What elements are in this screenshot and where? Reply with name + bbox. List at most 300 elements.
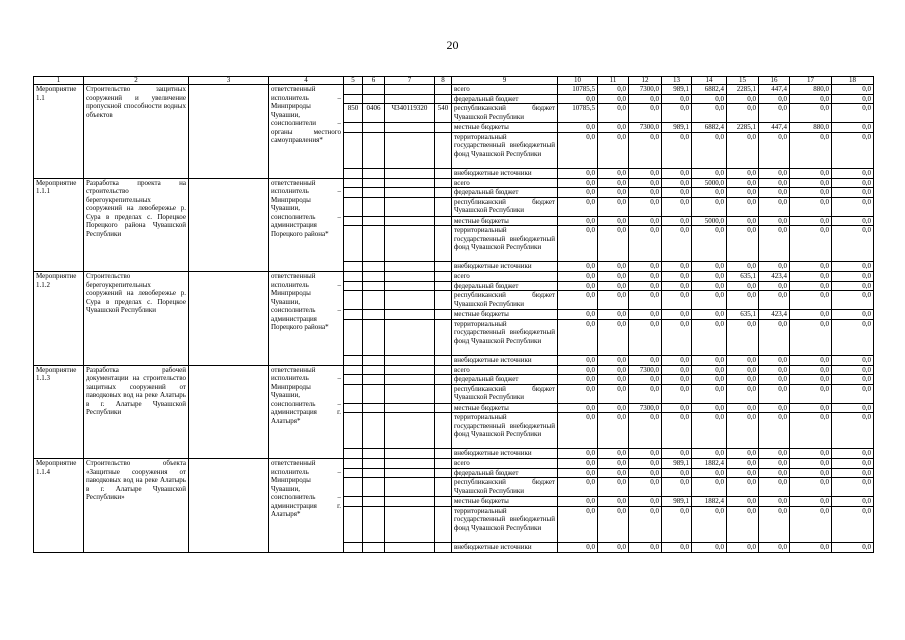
amount-cell: 0,0 — [598, 94, 629, 104]
budget-code-cell — [435, 226, 452, 262]
amount-cell: 0,0 — [662, 272, 692, 282]
amount-cell: 0,0 — [727, 319, 759, 355]
executor-cell: ответственный исполнитель – Минприроды Чувашии, соисполнитель – администрация Порецкого района* — [269, 272, 344, 366]
budget-code-cell — [385, 132, 435, 168]
budget-code-cell — [363, 132, 385, 168]
funding-source-cell: территориальный государственный внебюджетный фонд Чувашской Республики — [452, 506, 558, 542]
amount-cell: 0,0 — [727, 478, 759, 497]
budget-code-cell — [344, 478, 363, 497]
budget-code-cell — [344, 403, 363, 413]
amount-cell: 0,0 — [662, 197, 692, 216]
budget-code-cell — [435, 281, 452, 291]
budget-code-cell — [344, 262, 363, 272]
target-indicator-cell — [189, 365, 269, 459]
amount-cell: 0,0 — [598, 459, 629, 469]
amount-cell: 0,0 — [692, 384, 727, 403]
budget-code-cell — [344, 413, 363, 449]
amount-cell: 0,0 — [759, 104, 790, 123]
column-number-cell: 7 — [385, 77, 435, 85]
amount-cell: 880,0 — [790, 123, 832, 133]
budget-code-cell — [363, 188, 385, 198]
budget-code-cell — [344, 365, 363, 375]
amount-cell: 0,0 — [598, 355, 629, 365]
funding-source-cell: федеральный бюджет — [452, 188, 558, 198]
amount-cell: 0,0 — [692, 506, 727, 542]
budget-code-cell — [363, 319, 385, 355]
column-number-cell: 1 — [34, 77, 84, 85]
budget-code-cell — [344, 468, 363, 478]
amount-cell: 989,1 — [662, 85, 692, 95]
measure-code-cell: Мероприятие 1.1.4 — [34, 459, 84, 553]
column-number-cell: 4 — [269, 77, 344, 85]
amount-cell: 0,0 — [832, 168, 874, 178]
budget-code-cell — [344, 168, 363, 178]
budget-code-cell — [385, 178, 435, 188]
amount-cell: 7300,0 — [629, 85, 662, 95]
budget-code-cell — [385, 355, 435, 365]
amount-cell: 1882,4 — [692, 497, 727, 507]
amount-cell: 0,0 — [629, 542, 662, 552]
funding-source-cell: местные бюджеты — [452, 403, 558, 413]
funding-source-cell: республиканский бюджет Чувашской Республики — [452, 104, 558, 123]
amount-cell: 0,0 — [558, 375, 598, 385]
measure-code-cell: Мероприятие 1.1.3 — [34, 365, 84, 459]
column-number-cell: 15 — [727, 77, 759, 85]
amount-cell: 0,0 — [759, 506, 790, 542]
amount-cell: 0,0 — [692, 319, 727, 355]
amount-cell: 0,0 — [727, 104, 759, 123]
amount-cell: 0,0 — [662, 132, 692, 168]
amount-cell: 0,0 — [759, 94, 790, 104]
amount-cell: 0,0 — [598, 310, 629, 320]
amount-cell: 0,0 — [629, 506, 662, 542]
amount-cell: 0,0 — [558, 168, 598, 178]
funding-source-cell: территориальный государственный внебюджетный фонд Чувашской Республики — [452, 413, 558, 449]
amount-cell: 0,0 — [662, 449, 692, 459]
budget-code-cell — [435, 506, 452, 542]
budget-code-cell — [435, 188, 452, 198]
amount-cell: 0,0 — [598, 375, 629, 385]
amount-cell: 0,0 — [759, 449, 790, 459]
amount-cell: 0,0 — [629, 291, 662, 310]
amount-cell: 0,0 — [759, 355, 790, 365]
amount-cell: 0,0 — [598, 123, 629, 133]
amount-cell: 0,0 — [598, 178, 629, 188]
amount-cell: 0,0 — [629, 94, 662, 104]
budget-code-cell — [435, 123, 452, 133]
column-number-cell: 10 — [558, 77, 598, 85]
budget-code-cell — [435, 85, 452, 95]
budget-code-cell — [344, 272, 363, 282]
budget-code-cell — [385, 413, 435, 449]
budget-code-cell — [435, 262, 452, 272]
budget-code-cell — [435, 478, 452, 497]
amount-cell: 0,0 — [727, 94, 759, 104]
amount-cell: 0,0 — [759, 468, 790, 478]
amount-cell: 6882,4 — [692, 85, 727, 95]
amount-cell: 0,0 — [790, 319, 832, 355]
funding-source-cell: федеральный бюджет — [452, 375, 558, 385]
column-number-row — [34, 77, 874, 85]
amount-cell: 2285,1 — [727, 123, 759, 133]
amount-cell: 0,0 — [727, 375, 759, 385]
amount-cell: 0,0 — [832, 85, 874, 95]
budget-code-cell — [363, 459, 385, 469]
amount-cell: 0,0 — [598, 85, 629, 95]
amount-cell: 0,0 — [759, 403, 790, 413]
budget-code-cell — [363, 85, 385, 95]
amount-cell: 0,0 — [629, 310, 662, 320]
budget-code-cell — [385, 468, 435, 478]
amount-cell: 0,0 — [558, 310, 598, 320]
amount-cell: 0,0 — [832, 365, 874, 375]
amount-cell: 0,0 — [558, 542, 598, 552]
executor-cell: ответственный исполнитель – Минприроды Чувашии, соисполнители – органы местного самоуправления* — [269, 85, 344, 179]
amount-cell: 0,0 — [629, 178, 662, 188]
amount-cell: 0,0 — [692, 291, 727, 310]
budget-code-cell — [385, 262, 435, 272]
budget-code-cell — [363, 365, 385, 375]
amount-cell: 0,0 — [598, 262, 629, 272]
budget-code-cell — [435, 291, 452, 310]
budget-code-cell — [363, 542, 385, 552]
amount-cell: 0,0 — [832, 94, 874, 104]
budget-code-cell: 540 — [435, 104, 452, 123]
amount-cell: 0,0 — [662, 384, 692, 403]
amount-cell: 0,0 — [629, 216, 662, 226]
amount-cell: 0,0 — [558, 291, 598, 310]
amount-cell: 0,0 — [598, 449, 629, 459]
funding-source-cell: внебюджетные источники — [452, 355, 558, 365]
amount-cell: 0,0 — [727, 216, 759, 226]
amount-cell: 0,0 — [662, 104, 692, 123]
page-number: 20 — [446, 38, 459, 52]
amount-cell: 0,0 — [727, 413, 759, 449]
amount-cell: 0,0 — [662, 291, 692, 310]
budget-code-cell — [385, 497, 435, 507]
amount-cell: 0,0 — [692, 132, 727, 168]
amount-cell: 0,0 — [727, 365, 759, 375]
measure-name-cell: Строительство защитных сооружений и увеличение пропускной способности водных объектов — [84, 85, 189, 179]
amount-cell: 0,0 — [662, 375, 692, 385]
amount-cell: 0,0 — [662, 403, 692, 413]
amount-cell: 0,0 — [790, 178, 832, 188]
budget-code-cell — [363, 403, 385, 413]
amount-cell: 0,0 — [727, 468, 759, 478]
amount-cell: 0,0 — [832, 478, 874, 497]
amount-cell: 0,0 — [692, 104, 727, 123]
amount-cell: 0,0 — [832, 104, 874, 123]
amount-cell: 0,0 — [692, 478, 727, 497]
amount-cell: 0,0 — [629, 168, 662, 178]
measure-code-cell: Мероприятие 1.1.2 — [34, 272, 84, 366]
budget-code-cell — [363, 178, 385, 188]
funding-source-cell: местные бюджеты — [452, 310, 558, 320]
amount-cell: 0,0 — [662, 310, 692, 320]
budget-code-cell — [385, 542, 435, 552]
amount-cell: 0,0 — [727, 262, 759, 272]
amount-cell: 0,0 — [558, 459, 598, 469]
budget-code-cell — [385, 226, 435, 262]
budget-code-cell — [363, 168, 385, 178]
budget-code-cell — [363, 262, 385, 272]
amount-cell: 0,0 — [692, 226, 727, 262]
table-row — [34, 459, 874, 469]
budget-code-cell — [363, 355, 385, 365]
amount-cell: 0,0 — [832, 506, 874, 542]
amount-cell: 0,0 — [558, 413, 598, 449]
amount-cell: 0,0 — [727, 355, 759, 365]
funding-source-cell: территориальный государственный внебюджетный фонд Чувашской Республики — [452, 226, 558, 262]
funding-table — [33, 76, 874, 553]
amount-cell: 0,0 — [832, 449, 874, 459]
amount-cell: 0,0 — [662, 226, 692, 262]
amount-cell: 0,0 — [662, 216, 692, 226]
budget-code-cell — [363, 216, 385, 226]
amount-cell: 0,0 — [759, 132, 790, 168]
amount-cell: 0,0 — [662, 319, 692, 355]
amount-cell: 0,0 — [629, 104, 662, 123]
budget-code-cell — [385, 319, 435, 355]
funding-source-cell: территориальный государственный внебюджетный фонд Чувашской Республики — [452, 132, 558, 168]
budget-code-cell — [435, 132, 452, 168]
amount-cell: 0,0 — [790, 188, 832, 198]
budget-code-cell — [435, 178, 452, 188]
executor-cell: ответственный исполнитель – Минприроды Чувашии, соисполнитель – администрация г. Алатыря* — [269, 459, 344, 553]
funding-source-cell: республиканский бюджет Чувашской Республики — [452, 384, 558, 403]
column-number-cell: 2 — [84, 77, 189, 85]
amount-cell: 989,1 — [662, 123, 692, 133]
amount-cell: 0,0 — [662, 178, 692, 188]
amount-cell: 0,0 — [759, 497, 790, 507]
budget-code-cell — [344, 506, 363, 542]
budget-code-cell — [435, 310, 452, 320]
amount-cell: 0,0 — [832, 178, 874, 188]
amount-cell: 0,0 — [759, 226, 790, 262]
budget-code-cell — [363, 497, 385, 507]
column-number-cell: 12 — [629, 77, 662, 85]
amount-cell: 0,0 — [832, 132, 874, 168]
amount-cell: 0,0 — [558, 132, 598, 168]
measure-name-cell: Разработка проекта на строительство берегоукрепительных сооружений на левобережье р. Сура в пределах с. Порецкое Порецкого района Чувашской Республики — [84, 178, 189, 272]
budget-code-cell — [344, 188, 363, 198]
budget-code-cell — [344, 542, 363, 552]
table-row — [34, 85, 874, 95]
amount-cell: 0,0 — [692, 365, 727, 375]
amount-cell: 0,0 — [790, 459, 832, 469]
budget-code-cell — [385, 188, 435, 198]
funding-source-cell: местные бюджеты — [452, 497, 558, 507]
amount-cell: 0,0 — [629, 384, 662, 403]
amount-cell: 0,0 — [598, 291, 629, 310]
budget-code-cell — [344, 384, 363, 403]
amount-cell: 0,0 — [598, 168, 629, 178]
amount-cell: 0,0 — [629, 355, 662, 365]
amount-cell: 0,0 — [727, 506, 759, 542]
funding-source-cell: республиканский бюджет Чувашской Республики — [452, 478, 558, 497]
amount-cell: 0,0 — [692, 272, 727, 282]
budget-code-cell — [363, 291, 385, 310]
amount-cell: 0,0 — [598, 497, 629, 507]
amount-cell: 0,0 — [598, 272, 629, 282]
amount-cell: 0,0 — [832, 310, 874, 320]
amount-cell: 0,0 — [832, 281, 874, 291]
amount-cell: 0,0 — [629, 281, 662, 291]
funding-source-cell: республиканский бюджет Чувашской Республики — [452, 197, 558, 216]
amount-cell: 0,0 — [662, 262, 692, 272]
amount-cell: 0,0 — [759, 478, 790, 497]
amount-cell: 0,0 — [832, 459, 874, 469]
amount-cell: 0,0 — [727, 542, 759, 552]
amount-cell: 0,0 — [558, 272, 598, 282]
amount-cell: 0,0 — [727, 168, 759, 178]
budget-code-cell — [435, 542, 452, 552]
amount-cell: 0,0 — [629, 226, 662, 262]
funding-source-cell: внебюджетные источники — [452, 542, 558, 552]
budget-code-cell — [363, 123, 385, 133]
amount-cell: 0,0 — [662, 94, 692, 104]
amount-cell: 0,0 — [790, 104, 832, 123]
amount-cell: 0,0 — [790, 281, 832, 291]
budget-code-cell — [435, 413, 452, 449]
funding-source-cell: всего — [452, 459, 558, 469]
amount-cell: 0,0 — [692, 310, 727, 320]
funding-source-cell: всего — [452, 178, 558, 188]
table-row — [34, 365, 874, 375]
amount-cell: 0,0 — [727, 403, 759, 413]
amount-cell: 0,0 — [598, 281, 629, 291]
budget-code-cell — [344, 375, 363, 385]
budget-code-cell: 850 — [344, 104, 363, 123]
amount-cell: 0,0 — [629, 497, 662, 507]
column-number-cell: 13 — [662, 77, 692, 85]
amount-cell: 0,0 — [790, 94, 832, 104]
column-number-cell: 3 — [189, 77, 269, 85]
amount-cell: 0,0 — [832, 403, 874, 413]
budget-code-cell — [385, 365, 435, 375]
amount-cell: 0,0 — [759, 365, 790, 375]
amount-cell: 0,0 — [727, 497, 759, 507]
amount-cell: 0,0 — [832, 197, 874, 216]
budget-code-cell — [435, 497, 452, 507]
amount-cell: 0,0 — [692, 468, 727, 478]
amount-cell: 0,0 — [558, 197, 598, 216]
amount-cell: 0,0 — [790, 262, 832, 272]
target-indicator-cell — [189, 459, 269, 553]
budget-code-cell: 0406 — [363, 104, 385, 123]
budget-code-cell — [344, 449, 363, 459]
amount-cell: 0,0 — [629, 468, 662, 478]
amount-cell: 0,0 — [727, 226, 759, 262]
amount-cell: 0,0 — [759, 384, 790, 403]
amount-cell: 10785,5 — [558, 104, 598, 123]
amount-cell: 447,4 — [759, 123, 790, 133]
amount-cell: 0,0 — [790, 132, 832, 168]
funding-source-cell: местные бюджеты — [452, 123, 558, 133]
amount-cell: 0,0 — [558, 226, 598, 262]
amount-cell: 0,0 — [692, 188, 727, 198]
amount-cell: 0,0 — [558, 403, 598, 413]
budget-code-cell — [435, 355, 452, 365]
funding-source-cell: территориальный государственный внебюджетный фонд Чувашской Республики — [452, 319, 558, 355]
budget-code-cell — [363, 468, 385, 478]
budget-code-cell — [385, 197, 435, 216]
budget-code-cell — [385, 94, 435, 104]
amount-cell: 0,0 — [759, 197, 790, 216]
amount-cell: 0,0 — [832, 262, 874, 272]
budget-code-cell — [363, 94, 385, 104]
budget-code-cell — [385, 123, 435, 133]
amount-cell: 0,0 — [558, 506, 598, 542]
budget-code-cell — [363, 375, 385, 385]
budget-code-cell — [344, 281, 363, 291]
budget-code-cell — [435, 449, 452, 459]
amount-cell: 0,0 — [790, 168, 832, 178]
amount-cell: 0,0 — [598, 319, 629, 355]
amount-cell: 0,0 — [662, 355, 692, 365]
budget-code-cell — [385, 375, 435, 385]
column-number-cell: 17 — [790, 77, 832, 85]
amount-cell: 0,0 — [629, 188, 662, 198]
funding-source-cell: внебюджетные источники — [452, 168, 558, 178]
budget-code-cell — [363, 197, 385, 216]
column-number-cell: 5 — [344, 77, 363, 85]
amount-cell: 7300,0 — [629, 123, 662, 133]
budget-code-cell — [344, 459, 363, 469]
amount-cell: 0,0 — [558, 262, 598, 272]
funding-source-cell: федеральный бюджет — [452, 281, 558, 291]
amount-cell: 0,0 — [832, 384, 874, 403]
amount-cell: 0,0 — [790, 365, 832, 375]
target-indicator-cell — [189, 272, 269, 366]
amount-cell: 0,0 — [598, 542, 629, 552]
amount-cell: 0,0 — [692, 262, 727, 272]
budget-code-cell — [344, 216, 363, 226]
funding-source-cell: всего — [452, 365, 558, 375]
measure-code-cell: Мероприятие 1.1.1 — [34, 178, 84, 272]
amount-cell: 0,0 — [598, 365, 629, 375]
executor-cell: ответственный исполнитель – Минприроды Чувашии, соисполнитель – администрация Порецкого района* — [269, 178, 344, 272]
amount-cell: 0,0 — [558, 94, 598, 104]
amount-cell: 0,0 — [629, 197, 662, 216]
amount-cell: 0,0 — [662, 168, 692, 178]
budget-code-cell — [435, 403, 452, 413]
budget-code-cell — [385, 168, 435, 178]
amount-cell: 0,0 — [727, 281, 759, 291]
budget-code-cell — [385, 459, 435, 469]
amount-cell: 0,0 — [790, 226, 832, 262]
amount-cell: 0,0 — [790, 497, 832, 507]
amount-cell: 0,0 — [692, 542, 727, 552]
budget-code-cell — [344, 85, 363, 95]
amount-cell: 0,0 — [832, 226, 874, 262]
amount-cell: 0,0 — [759, 281, 790, 291]
column-number-cell: 14 — [692, 77, 727, 85]
amount-cell: 0,0 — [692, 281, 727, 291]
amount-cell: 0,0 — [662, 413, 692, 449]
amount-cell: 1882,4 — [692, 459, 727, 469]
amount-cell: 0,0 — [759, 459, 790, 469]
executor-cell: ответственный исполнитель – Минприроды Чувашии, соисполнитель – администрация г. Алатыря* — [269, 365, 344, 459]
amount-cell: 0,0 — [692, 168, 727, 178]
table-row — [34, 272, 874, 282]
budget-code-cell — [344, 197, 363, 216]
funding-source-cell: всего — [452, 85, 558, 95]
amount-cell: 0,0 — [727, 178, 759, 188]
amount-cell: 989,1 — [662, 497, 692, 507]
budget-code-cell — [363, 384, 385, 403]
budget-code-cell — [344, 132, 363, 168]
